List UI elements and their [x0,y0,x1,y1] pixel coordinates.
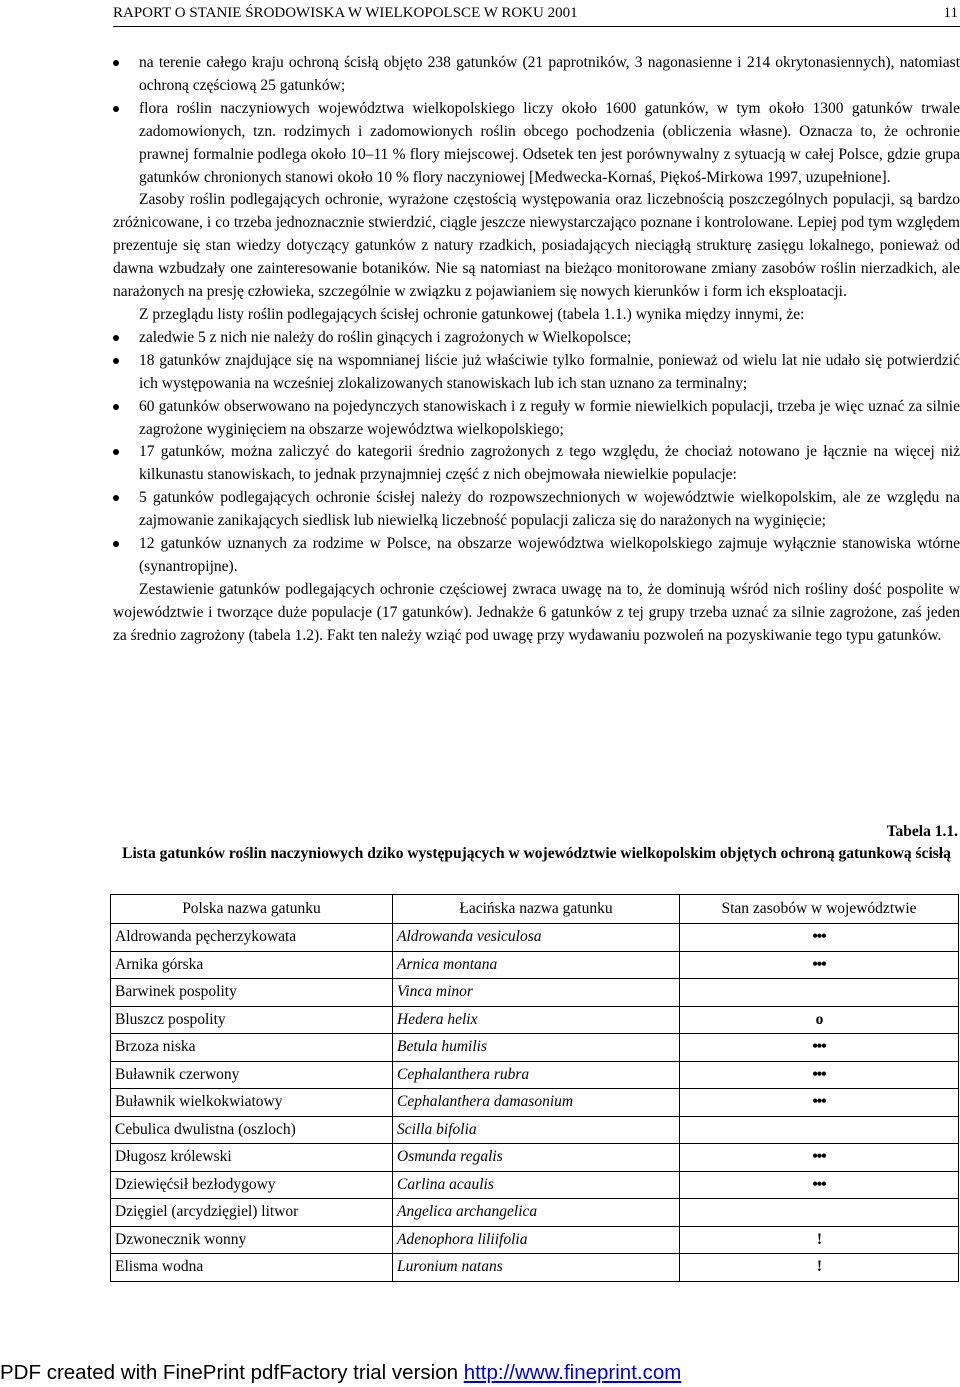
polish-name-cell: Dzięgiel (arcydzięgiel) litwor [111,1199,393,1227]
table-row [111,1006,959,1034]
latin-name-cell: Scilla bifolia [393,1116,680,1144]
col-header-latin-name: Łacińska nazwa gatunku [393,895,680,924]
polish-name-cell: Arnika górska [111,951,393,979]
polish-name-cell: Brzoza niska [111,1034,393,1062]
polish-name-cell: Dzwonecznik wonny [111,1226,393,1254]
polish-name-cell: Elisma wodna [111,1254,393,1282]
footer-link[interactable]: http://www.fineprint.com [463,1361,682,1384]
polish-name-cell: Barwinek pospolity [111,979,393,1007]
table-row [111,1144,959,1172]
table-row [111,951,959,979]
table-row [111,1089,959,1117]
polish-name-cell: Aldrowanda pęcherzykowata [111,924,393,952]
table-row [111,1226,959,1254]
table-row [111,1254,959,1282]
table-row [111,1116,959,1144]
status-cell [680,979,959,1007]
latin-name-cell: Angelica archangelica [393,1199,680,1227]
page-number: 11 [943,5,958,21]
polish-name-cell: Bluszcz pospolity [111,1006,393,1034]
paragraph: Zasoby roślin podlegających ochronie, wyrażone częstością występowania oraz liczebnością poszczególnych populacji, są bardzo zróżnicowane, i co trzeba jednoznacznie stwierdzić, ciągle jeszcze niewystarczająco poznane i kontrolowane. Lepiej pod tym względem prezentuje się stan wiedzy dotyczący gatunków z natury rzadkich, posiadających nieciągłą strukturę zasięgu lokalnego, ponieważ od dawna wzbudzały one zainteresowanie botaników. Nie są natomiast na bieżąco monitorowane zmiany zasobów roślin nierzadkich, ale narażonych na presję człowieka, szczególnie w związku z pojawianiem się nowych kierunków i form ich eksploatacji. [113,191,960,301]
bullet-item: flora roślin naczyniowych województwa wielkopolskiego liczy około 1600 gatunków, w tym około 1300 gatunków trwale zadomowionych, tzn. rodzimych i zadomowionych roślin obcego pochodzenia (obliczenia własne). Oznacza to, że ochronie prawnej formalnie podlega około 10–11 % flory miejscowej. Odsetek ten jest porównywalny z sytuacją w całej Polsce, gdzie grupa gatunków chronionych stanowi około 10 % flory naczyniowej [Medwecka-Kornaś, Piękoś-Mirkowa 1997, uzupełnione]. [113,98,960,190]
latin-name-cell: Cephalanthera damasonium [393,1089,680,1117]
status-cell: ••• [680,924,959,952]
status-cell: o [680,1006,959,1034]
latin-name-cell: Hedera helix [393,1006,680,1034]
report-title: RAPORT O STANIE ŚRODOWISKA W WIELKOPOLSCE W ROKU 2001 [113,5,578,21]
header-divider [113,26,960,27]
bullet-item: 17 gatunków, można zaliczyć do kategorii średnio zagrożonych z tego względu, że chociaż notowano je łącznie na więcej niż kilkunastu stanowiskach, to jednak przynajmniej część z nich obejmowała niewielkie populacje: [113,441,960,487]
status-cell: ! [680,1254,959,1282]
status-cell [680,1199,959,1227]
latin-name-cell: Osmunda regalis [393,1144,680,1172]
latin-name-cell: Betula humilis [393,1034,680,1062]
pdf-footer [0,1358,960,1387]
status-cell [680,1116,959,1144]
table-header-row [111,895,959,924]
species-table [110,894,959,1282]
status-cell: ••• [680,1061,959,1089]
bullet-item: 5 gatunków podlegających ochronie ścisłej należy do rozpowszechnionych w województwie wielkopolskim, ale ze względu na zajmowanie zanikających siedlisk lub niewielką liczebność populacji zalicza się do narażonych na wyginięcie; [113,487,960,533]
table-title: Lista gatunków roślin naczyniowych dziko występujących w województwie wielkopolskim objętych ochroną gatunkową ścisłą [122,845,951,862]
latin-name-cell: Carlina acaulis [393,1171,680,1199]
page-header [113,2,960,24]
bullet-item: 18 gatunków znajdujące się na wspomnianej liście już właściwie tylko formalnie, ponieważ od wielu lat nie udało się potwierdzić ich występowania na wcześniej zlokalizowanych stanowiskach lub ich stan uznano za terminalny; [113,350,960,396]
polish-name-cell: Dziewięćsił bezłodygowy [111,1171,393,1199]
status-cell: ••• [680,1034,959,1062]
document-body [113,52,960,648]
table-row [111,979,959,1007]
status-cell: ••• [680,951,959,979]
table-row [111,1171,959,1199]
table-row [111,1034,959,1062]
latin-name-cell: Adenophora liliifolia [393,1226,680,1254]
bullet-item: zaledwie 5 z nich nie należy do roślin ginących i zagrożonych w Wielkopolsce; [113,327,960,350]
bullet-item: na terenie całego kraju ochroną ścisłą objęto 238 gatunków (21 paprotników, 3 nagonasienne i 214 okrytonasiennych), natomiast ochroną częściową 25 gatunków; [113,52,960,98]
bullet-item: 60 gatunków obserwowano na pojedynczych stanowiskach i z reguły w formie niewielkich populacji, trzeba je więc uznać za silnie zagrożone wyginięciem na obszarze województwa wielkopolskiego; [113,396,960,442]
status-cell: ••• [680,1089,959,1117]
footer-text: PDF created with FinePrint pdfFactory trial version [0,1361,464,1384]
polish-name-cell: Buławnik czerwony [111,1061,393,1089]
latin-name-cell: Arnica montana [393,951,680,979]
polish-name-cell: Długosz królewski [111,1144,393,1172]
table-number: Tabela 1.1. [886,823,958,840]
paragraph: Zestawienie gatunków podlegających ochronie częściowej zwraca uwagę na to, że dominują wśród nich rośliny dość pospolite w województwie i tworzące duże populacje (17 gatunków). Jednakże 6 gatunków z tej grupy trzeba uznać za silnie zagrożone, zaś jeden za średnio zagrożony (tabela 1.2). Fakt ten należy wziąć pod uwagę przy wydawaniu pozwoleń na pozyskiwanie tego typu gatunków. [113,580,960,644]
status-cell: ! [680,1226,959,1254]
polish-name-cell: Cebulica dwulistna (oszloch) [111,1116,393,1144]
status-cell: ••• [680,1144,959,1172]
status-cell: ••• [680,1171,959,1199]
col-header-resource-status: Stan zasobów w województwie [680,895,959,924]
table-row [111,1199,959,1227]
table-row [111,924,959,952]
polish-name-cell: Buławnik wielkokwiatowy [111,1089,393,1117]
latin-name-cell: Vinca minor [393,979,680,1007]
bullet-item: 12 gatunków uznanych za rodzime w Polsce, na obszarze województwa wielkopolskiego zajmuje wyłącznie stanowiska wtórne (synantropijne). [113,533,960,579]
latin-name-cell: Aldrowanda vesiculosa [393,924,680,952]
table-row [111,1061,959,1089]
col-header-polish-name: Polska nazwa gatunku [111,895,393,924]
latin-name-cell: Cephalanthera rubra [393,1061,680,1089]
latin-name-cell: Luronium natans [393,1254,680,1282]
paragraph: Z przeglądu listy roślin podlegających ścisłej ochronie gatunkowej (tabela 1.1.) wynika między innymi, że: [139,305,805,323]
